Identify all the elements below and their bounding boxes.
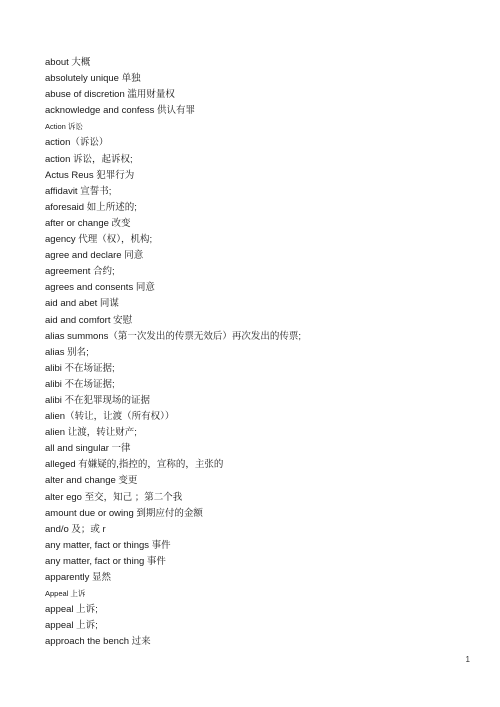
glossary-list	[45, 55, 475, 650]
glossary-entry: alibi 不在犯罪现场的证据	[45, 394, 151, 406]
page-number: 1	[465, 655, 470, 664]
glossary-entry: aforesaid 如上所述的;	[45, 201, 137, 213]
glossary-entry: amount due or owing 到期应付的金额	[45, 507, 203, 519]
glossary-entry: appeal 上诉;	[45, 620, 98, 632]
glossary-entry: alien 让渡，转让财产;	[45, 427, 137, 439]
glossary-entry: action（诉讼）	[45, 137, 109, 149]
glossary-entry: agency 代理（权），机构;	[45, 234, 153, 246]
glossary-entry: alleged 有嫌疑的,指控的，宣称的，主张的	[45, 459, 224, 471]
glossary-entry: Action 诉讼	[45, 122, 83, 132]
glossary-entry: abuse of discretion 滥用财量权	[45, 89, 175, 101]
glossary-entry: apparently 显然	[45, 572, 112, 583]
glossary-entry: alias summons（第一次发出的传票无效后）再次发出的传票;	[45, 330, 301, 342]
glossary-entry: acknowledge and confess 供认有罪	[45, 105, 195, 117]
glossary-entry: after or change 改变	[45, 217, 131, 229]
glossary-entry: aid and abet 同谋	[45, 298, 119, 310]
glossary-entry: about 大概	[45, 57, 91, 68]
glossary-entry: agree and declare 同意	[45, 250, 144, 262]
glossary-entry: alter ego 至交，知己 ；第二个我	[45, 491, 183, 503]
glossary-entry: approach the bench 过来	[45, 636, 151, 648]
glossary-entry: absolutely unique 单独	[45, 73, 141, 85]
glossary-entry: affidavit 宣誓书;	[45, 185, 112, 197]
glossary-entry: agreement 合约;	[45, 266, 115, 278]
glossary-entry: appeal 上诉;	[45, 604, 98, 616]
glossary-entry: any matter, fact or things 事件	[45, 539, 171, 551]
glossary-entry: alien（转让，让渡（所有权））	[45, 411, 175, 423]
glossary-entry: agrees and consents 同意	[45, 282, 155, 294]
glossary-entry: Actus Reus 犯罪行为	[45, 169, 135, 181]
glossary-entry: alias 别名;	[45, 346, 89, 358]
glossary-entry: alter and change 变更	[45, 475, 138, 487]
glossary-entry: action 诉讼，起诉权;	[45, 153, 133, 165]
glossary-entry: all and singular 一律	[45, 443, 131, 455]
glossary-entry: Appeal 上诉	[45, 589, 86, 599]
glossary-entry: any matter, fact or thing 事件	[45, 555, 166, 567]
glossary-entry: alibi 不在场证据;	[45, 362, 115, 374]
glossary-entry: aid and comfort 安慰	[45, 314, 133, 326]
glossary-entry: alibi 不在场证据;	[45, 378, 115, 390]
glossary-entry: and/o 及；或 r	[45, 523, 106, 535]
